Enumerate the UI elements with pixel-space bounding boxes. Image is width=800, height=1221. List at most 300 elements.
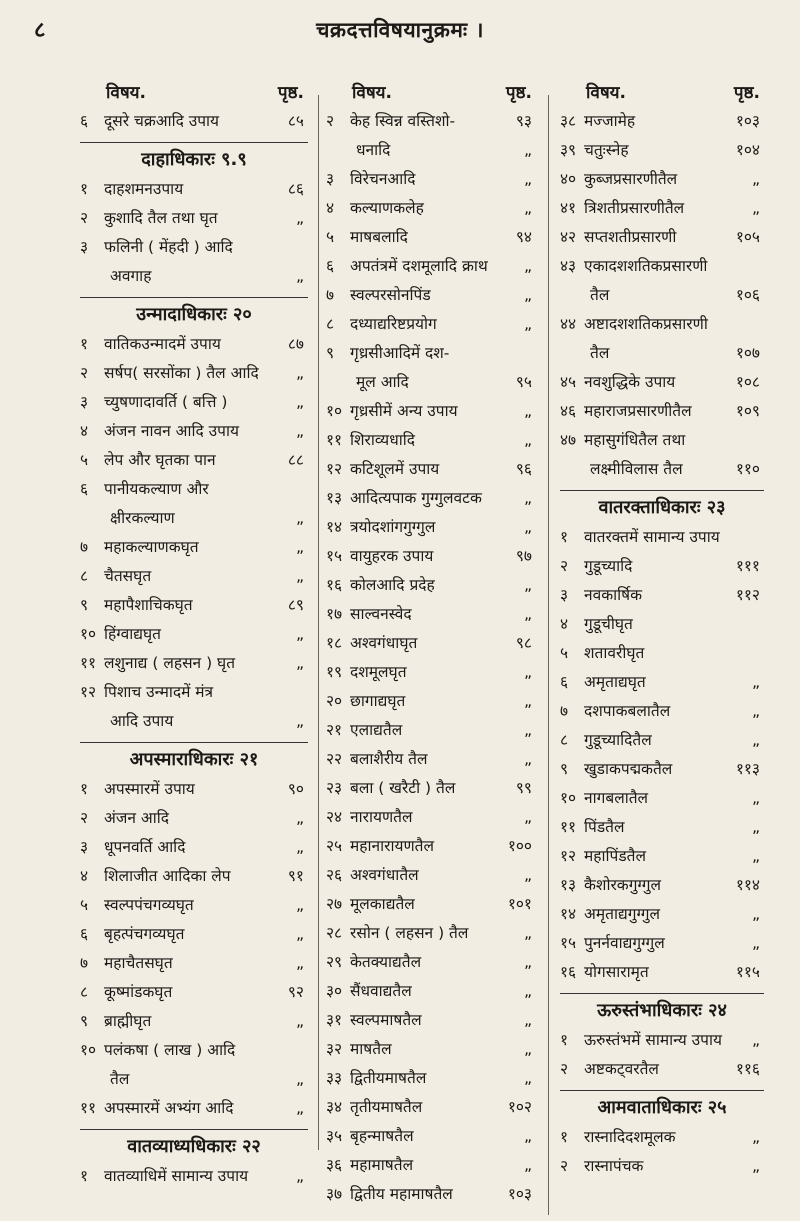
entry-number: ४७ xyxy=(560,431,577,449)
index-entry xyxy=(326,194,536,223)
entry-page: १०३ xyxy=(507,1185,532,1203)
entry-number: १५ xyxy=(326,547,343,565)
index-entry xyxy=(326,455,536,484)
entry-title: वातव्याधिमें सामान्य उपाय xyxy=(104,1167,249,1185)
entry-number: ४४ xyxy=(560,315,577,333)
section-heading: वातव्याध्यधिकारः २२ xyxy=(80,1129,308,1162)
entry-number: ७ xyxy=(80,954,89,972)
index-entry xyxy=(326,1006,536,1035)
entry-page: „ xyxy=(523,1011,532,1029)
entry-continuation xyxy=(80,504,308,533)
entry-page: „ xyxy=(295,625,304,643)
index-entry xyxy=(326,513,536,542)
entry-page: „ xyxy=(523,431,532,449)
index-entry xyxy=(80,833,308,862)
index-entry xyxy=(560,252,764,281)
entry-page: „ xyxy=(295,209,304,227)
entry-page: १०० xyxy=(507,837,532,855)
index-entry xyxy=(80,330,308,359)
entry-title: शिराव्यधादि xyxy=(350,431,415,449)
entry-title: तृतीयमाषतैल xyxy=(350,1098,423,1116)
entry-page: „ xyxy=(523,402,532,420)
entry-number: ५ xyxy=(80,451,89,469)
index-entry xyxy=(560,1123,764,1152)
entry-page: „ xyxy=(523,576,532,594)
running-head: चक्रदत्तविषयानुक्रमः । xyxy=(316,18,484,42)
index-entry xyxy=(326,165,536,194)
entry-number: ४२ xyxy=(560,228,577,246)
index-entry xyxy=(80,475,308,504)
entry-number: ५ xyxy=(326,228,335,246)
entry-number: ४ xyxy=(80,422,89,440)
index-entry xyxy=(326,484,536,513)
entry-page: „ xyxy=(751,1128,760,1146)
index-entry xyxy=(560,784,764,813)
entry-title: मूल आदि xyxy=(356,373,409,391)
entry-title: कुशादि तैल तथा घृत xyxy=(104,209,218,227)
entry-continuation xyxy=(80,707,308,736)
entry-page: ९४ xyxy=(515,228,532,246)
entry-number: १ xyxy=(560,528,569,546)
entry-number: ८ xyxy=(560,731,569,749)
entry-number: १९ xyxy=(326,663,343,681)
index-entry xyxy=(80,1007,308,1036)
entry-number: ४१ xyxy=(560,199,577,217)
entry-page: „ xyxy=(295,1099,304,1117)
entry-title: मज्जामेह xyxy=(584,112,636,130)
entry-page: ९७ xyxy=(515,547,532,565)
entry-number: २५ xyxy=(326,837,343,855)
entry-number: ३० xyxy=(326,982,343,1000)
entry-number: १ xyxy=(80,780,89,798)
entry-title: पिशाच उन्मादमें मंत्र xyxy=(104,683,214,701)
entry-number: ३ xyxy=(80,238,89,256)
entry-number: ८ xyxy=(80,983,89,1001)
entry-title: धूपनवर्ति आदि xyxy=(104,838,186,856)
index-entry xyxy=(80,175,308,204)
index-entry xyxy=(80,204,308,233)
column-header xyxy=(80,80,308,107)
entry-continuation xyxy=(560,339,764,368)
entry-page: „ xyxy=(523,605,532,623)
entry-number: २ xyxy=(560,1060,569,1078)
entry-page: „ xyxy=(751,847,760,865)
entry-number: १ xyxy=(80,180,89,198)
entry-title: त्रयोदशांगगुग्गुल xyxy=(350,518,436,536)
entry-page: ८७ xyxy=(287,335,304,353)
index-entry xyxy=(560,726,764,755)
entry-title: विरेचनआदि xyxy=(350,170,416,188)
index-entry xyxy=(80,775,308,804)
index-entry xyxy=(326,948,536,977)
entry-number: ५ xyxy=(560,644,569,662)
index-entry xyxy=(80,359,308,388)
entry-title: सप्तशतीप्रसारणी xyxy=(584,228,677,246)
entry-title: अंजन आदि xyxy=(104,809,169,827)
index-entry xyxy=(326,919,536,948)
entry-title: कोलआदि प्रदेह xyxy=(350,576,435,594)
entry-number: ३९ xyxy=(560,141,577,159)
index-entry xyxy=(326,774,536,803)
entry-title: कटिशूलमें उपाय xyxy=(350,460,440,478)
entry-page: „ xyxy=(523,866,532,884)
index-entry xyxy=(80,978,308,1007)
entry-page: „ xyxy=(751,905,760,923)
entry-title: नवकार्षिक xyxy=(584,586,643,604)
entry-number: ३६ xyxy=(326,1156,343,1174)
entry-page: „ xyxy=(751,789,760,807)
index-entry xyxy=(326,687,536,716)
index-entry xyxy=(80,562,308,591)
section-heading: ऊरुस्तंभाधिकारः २४ xyxy=(560,993,764,1026)
entry-page: „ xyxy=(295,1012,304,1030)
entry-title: लेप और घृतका पान xyxy=(104,451,216,469)
entry-title: साल्वनस्वेद xyxy=(350,605,412,623)
index-entry xyxy=(560,194,764,223)
entry-number: ७ xyxy=(326,286,335,304)
entry-page: „ xyxy=(751,673,760,691)
index-entry xyxy=(326,658,536,687)
entry-title: माषबलादि xyxy=(350,228,408,246)
entry-continuation xyxy=(560,281,764,310)
entry-page: ८५ xyxy=(287,112,304,130)
entry-title: धनादि xyxy=(356,141,391,159)
entry-page: „ xyxy=(295,838,304,856)
page-number: ८ xyxy=(34,18,46,43)
column-header-page: पृष्ठ. xyxy=(505,83,532,103)
index-entry xyxy=(560,1152,764,1181)
index-entry xyxy=(560,813,764,842)
entry-title: आदि उपाय xyxy=(110,712,174,730)
entry-page: „ xyxy=(523,692,532,710)
entry-title: बलाशैरीय तैल xyxy=(350,750,428,768)
index-entry xyxy=(560,639,764,668)
entry-page: ११३ xyxy=(735,760,760,778)
entry-continuation xyxy=(560,455,764,484)
entry-number: ३ xyxy=(80,393,89,411)
entry-title: दशपाकबलातैल xyxy=(584,702,671,720)
index-entry xyxy=(326,542,536,571)
entry-number: २२ xyxy=(326,750,343,768)
section-heading: वातरक्ताधिकारः २३ xyxy=(560,490,764,523)
entry-number: २ xyxy=(80,364,89,382)
entry-title: एलाद्यतैल xyxy=(350,721,403,739)
entry-number: ४३ xyxy=(560,257,577,275)
entry-page: „ xyxy=(295,954,304,972)
index-entry xyxy=(326,1035,536,1064)
entry-title: अमृताद्यगुग्गुल xyxy=(584,905,661,923)
entry-number: २ xyxy=(326,112,335,130)
index-entry xyxy=(80,804,308,833)
index-entry xyxy=(80,417,308,446)
index-entry xyxy=(326,629,536,658)
entry-title: एकादशशतिकप्रसारणी xyxy=(584,257,708,275)
entry-title: स्वल्पपंचगव्यघृत xyxy=(104,896,194,914)
entry-number: ४ xyxy=(80,867,89,885)
entry-number: ४ xyxy=(560,615,569,633)
entry-number: ९ xyxy=(80,1012,89,1030)
entry-number: ११ xyxy=(80,1099,97,1117)
entry-number: ३ xyxy=(80,838,89,856)
index-entry xyxy=(80,533,308,562)
index-entry xyxy=(560,136,764,165)
entry-number: १४ xyxy=(326,518,343,536)
column-header-subject: विषय. xyxy=(106,83,146,103)
column-header xyxy=(560,80,764,107)
entry-number: ६ xyxy=(326,257,335,275)
entry-page: „ xyxy=(523,982,532,1000)
entry-page: ९३ xyxy=(515,112,532,130)
entry-title: शिलाजीत आदिका लेप xyxy=(104,867,231,885)
entry-title: अश्वगंधातैल xyxy=(350,866,419,884)
entry-page: ११२ xyxy=(735,586,760,604)
entry-title: अवगाह xyxy=(110,267,152,285)
index-entry xyxy=(326,745,536,774)
entry-title: ऊरुस्तंभमें सामान्य उपाय xyxy=(584,1031,722,1049)
index-entry xyxy=(80,107,308,136)
entry-number: ९ xyxy=(326,344,335,362)
index-entry xyxy=(326,890,536,919)
entry-page: „ xyxy=(523,286,532,304)
entry-page: „ xyxy=(295,896,304,914)
entry-page: „ xyxy=(751,934,760,952)
entry-number: १३ xyxy=(560,876,577,894)
entry-number: ६ xyxy=(560,673,569,691)
entry-number: २८ xyxy=(326,924,343,942)
entry-page: ९६ xyxy=(515,460,532,478)
entry-list xyxy=(560,107,764,1181)
index-entry xyxy=(560,842,764,871)
entry-number: ३३ xyxy=(326,1069,343,1087)
entry-title: केह स्विन्न वस्तिशो- xyxy=(350,112,456,130)
entry-title: हिंग्वाद्यघृत xyxy=(104,625,161,643)
entry-page: १०८ xyxy=(735,373,760,391)
entry-number: २ xyxy=(560,1157,569,1175)
entry-page: „ xyxy=(523,199,532,217)
entry-title: महानारायणतैल xyxy=(350,837,435,855)
entry-page: १०२ xyxy=(507,1098,532,1116)
entry-title: महाचैतसघृत xyxy=(104,954,173,972)
entry-page: „ xyxy=(523,953,532,971)
index-entry xyxy=(80,1162,308,1191)
index-entry xyxy=(326,223,536,252)
entry-number: २ xyxy=(80,209,89,227)
entry-page: ९५ xyxy=(515,373,532,391)
entry-title: रास्नादिदशमूलक xyxy=(584,1128,676,1146)
index-entry xyxy=(80,862,308,891)
entry-title: अमृताद्यघृत xyxy=(584,673,646,691)
entry-title: सर्षप( सरसोंका ) तैल आदि xyxy=(104,364,259,382)
entry-number: १० xyxy=(326,402,343,420)
index-entry xyxy=(560,552,764,581)
entry-page: „ xyxy=(523,1069,532,1087)
index-entry xyxy=(560,958,764,987)
index-entry xyxy=(326,861,536,890)
entry-page: „ xyxy=(295,267,304,285)
entry-title: पिंडतैल xyxy=(584,818,625,836)
index-entry xyxy=(326,1180,536,1209)
index-entry xyxy=(326,1122,536,1151)
entry-number: १२ xyxy=(326,460,343,478)
entry-title: अष्टकट्वरतैल xyxy=(584,1060,659,1078)
entry-number: ३२ xyxy=(326,1040,343,1058)
entry-number: ९ xyxy=(560,760,569,778)
entry-title: पुनर्नवाद्यगुग्गुल xyxy=(584,934,665,952)
entry-page: ८६ xyxy=(287,180,304,198)
entry-title: चतुःस्नेह xyxy=(584,141,629,159)
entry-title: महाकल्याणकघृत xyxy=(104,538,199,556)
entry-title: नागबलातैल xyxy=(584,789,649,807)
index-entry xyxy=(560,223,764,252)
section-heading: उन्मादाधिकारः २० xyxy=(80,297,308,330)
entry-number: ५ xyxy=(80,896,89,914)
entry-title: दध्याद्यरिष्टप्रयोग xyxy=(350,315,437,333)
index-entry xyxy=(326,977,536,1006)
entry-title: माषतैल xyxy=(350,1040,392,1058)
entry-title: कुब्जप्रसारणीतैल xyxy=(584,170,678,188)
index-entry xyxy=(80,446,308,475)
entry-title: खुडाकपद्मकतैल xyxy=(584,760,673,778)
entry-continuation xyxy=(80,262,308,291)
entry-number: ६ xyxy=(80,112,89,130)
entry-number: २१ xyxy=(326,721,343,739)
entry-page: „ xyxy=(295,364,304,382)
entry-number: १ xyxy=(80,335,89,353)
entry-page: ९१ xyxy=(287,867,304,885)
entry-number: २४ xyxy=(326,808,343,826)
entry-list xyxy=(326,107,536,1209)
entry-page: १०९ xyxy=(735,402,760,420)
entry-page: „ xyxy=(523,170,532,188)
index-entry xyxy=(560,1026,764,1055)
entry-number: ४ xyxy=(326,199,335,217)
entry-page: „ xyxy=(751,199,760,217)
entry-page: ११६ xyxy=(735,1060,760,1078)
column-divider xyxy=(548,95,549,1215)
index-entry xyxy=(560,368,764,397)
entry-number: १ xyxy=(80,1167,89,1185)
entry-title: रास्नापंचक xyxy=(584,1157,644,1175)
entry-title: नारायणतैल xyxy=(350,808,413,826)
index-entry xyxy=(560,900,764,929)
entry-title: तैल xyxy=(110,1070,130,1088)
entry-page: „ xyxy=(751,818,760,836)
entry-title: अष्टादशशतिकप्रसारणी xyxy=(584,315,708,333)
index-entry xyxy=(80,233,308,262)
index-entry xyxy=(560,107,764,136)
entry-number: २० xyxy=(326,692,343,710)
entry-title: चैतसघृत xyxy=(104,567,152,585)
entry-number: १२ xyxy=(80,683,97,701)
column-header xyxy=(326,80,536,107)
entry-number: ४० xyxy=(560,170,577,188)
index-entry xyxy=(560,929,764,958)
entry-page: „ xyxy=(523,141,532,159)
entry-title: दाहशमनउपाय xyxy=(104,180,184,198)
entry-page: ९९ xyxy=(515,779,532,797)
entry-page: „ xyxy=(523,518,532,536)
entry-page: ९८ xyxy=(515,634,532,652)
entry-title: गुडूच्यादि xyxy=(584,557,633,575)
entry-page: ९२ xyxy=(287,983,304,1001)
index-entry xyxy=(326,426,536,455)
entry-page: „ xyxy=(523,315,532,333)
entry-title: द्वितीय महामाषतैल xyxy=(350,1185,453,1203)
entry-title: च्युषणादावर्ति ( बत्ति ) xyxy=(104,393,228,411)
entry-number: ६ xyxy=(80,925,89,943)
index-entry xyxy=(326,716,536,745)
index-entry xyxy=(80,949,308,978)
entry-title: रसोन ( लहसन ) तैल xyxy=(350,924,469,942)
index-entry xyxy=(80,591,308,620)
entry-page: ११४ xyxy=(735,876,760,894)
column-header-page: पृष्ठ. xyxy=(733,83,760,103)
entry-page: „ xyxy=(295,538,304,556)
entry-number: १० xyxy=(80,1041,97,1059)
entry-number: ११ xyxy=(326,431,343,449)
entry-number: १२ xyxy=(560,847,577,865)
entry-page: „ xyxy=(295,809,304,827)
entry-page: १०५ xyxy=(735,228,760,246)
entry-page: „ xyxy=(523,1040,532,1058)
entry-number: ३१ xyxy=(326,1011,343,1029)
entry-title: बला ( खरैटी ) तैल xyxy=(350,779,456,797)
index-entry xyxy=(326,281,536,310)
index-entry xyxy=(326,803,536,832)
entry-number: ४५ xyxy=(560,373,577,391)
entry-page: ११५ xyxy=(735,963,760,981)
entry-number: १७ xyxy=(326,605,343,623)
entry-number: ८ xyxy=(326,315,335,333)
entry-number: १८ xyxy=(326,634,343,652)
index-column-1 xyxy=(80,80,308,1191)
entry-page: „ xyxy=(523,924,532,942)
entry-title: वातरक्तमें सामान्य उपाय xyxy=(584,528,720,546)
entry-page: „ xyxy=(523,257,532,275)
entry-page: „ xyxy=(751,1031,760,1049)
index-entry xyxy=(560,581,764,610)
entry-continuation xyxy=(326,368,536,397)
entry-page: „ xyxy=(751,170,760,188)
entry-number: २७ xyxy=(326,895,343,913)
entry-title: दशमूलघृत xyxy=(350,663,407,681)
entry-title: गृध्रसीमें अन्य उपाय xyxy=(350,402,458,420)
entry-title: छागाद्यघृत xyxy=(350,692,406,710)
entry-title: पानीयकल्याण और xyxy=(104,480,209,498)
index-column-2 xyxy=(326,80,536,1209)
entry-page: १०४ xyxy=(735,141,760,159)
entry-title: कल्याणकलेह xyxy=(350,199,424,217)
entry-title: बृहत्पंचगव्यघृत xyxy=(104,925,185,943)
entry-page: „ xyxy=(295,925,304,943)
column-header-subject: विषय. xyxy=(586,83,626,103)
entry-page: ८९ xyxy=(287,596,304,614)
index-entry xyxy=(80,388,308,417)
entry-number: १० xyxy=(80,625,97,643)
index-entry xyxy=(80,620,308,649)
entry-number: ४६ xyxy=(560,402,577,420)
index-entry xyxy=(560,1055,764,1084)
entry-number: १५ xyxy=(560,934,577,952)
entry-number: ३५ xyxy=(326,1127,343,1145)
entry-title: तैल xyxy=(590,286,610,304)
column-header-subject: विषय. xyxy=(352,83,392,103)
entry-page: „ xyxy=(751,1157,760,1175)
entry-page: „ xyxy=(295,422,304,440)
entry-page: „ xyxy=(751,702,760,720)
entry-page: „ xyxy=(295,1167,304,1185)
index-entry xyxy=(326,310,536,339)
